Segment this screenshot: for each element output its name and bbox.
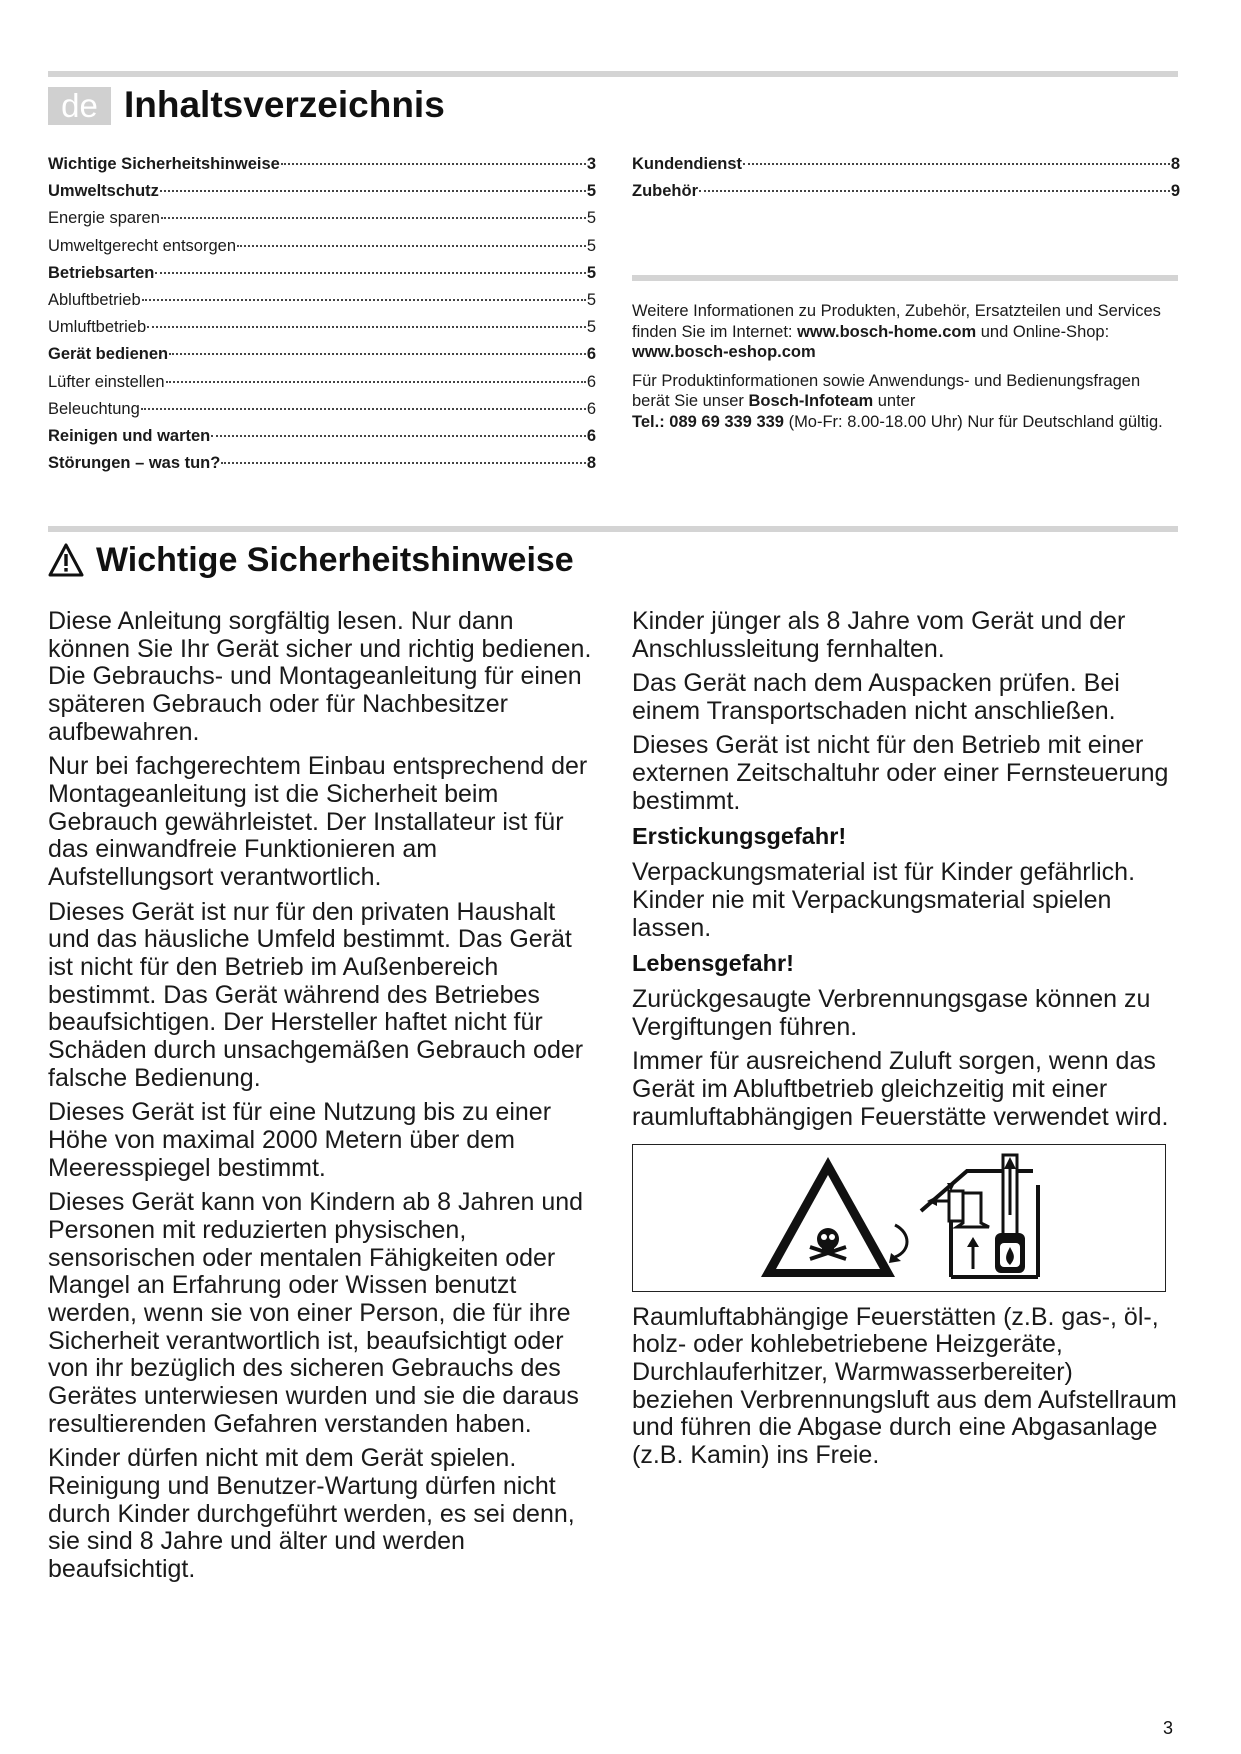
toc-entry[interactable]: Energie sparen 5 <box>48 209 596 228</box>
section-divider <box>48 526 1178 532</box>
toc-entry[interactable]: Störungen – was tun? 8 <box>48 454 596 473</box>
toc-entry[interactable]: Kundendienst 8 <box>632 155 1180 173</box>
toc-entry[interactable]: Lüfter einstellen 6 <box>48 372 596 391</box>
toc-entry[interactable]: Zubehör 9 <box>632 182 1180 201</box>
toc-entry[interactable]: Umweltschutz 5 <box>48 182 596 201</box>
paragraph: Dieses Gerät ist nicht für den Betrieb mit einer externen Zeitschaltuhr oder einer Fernsteuerung bestimmt. <box>632 731 1169 815</box>
paragraph: Diese Anleitung sorgfältig lesen. Nur dann können Sie Ihr Gerät sicher und richtig bedienen. Die Gebrauchs- und Montageanleitung für einen späteren Gebrauch oder für Nachbesitzer aufbewahren. <box>48 607 592 746</box>
info-paragraph-web: Weitere Informationen zu Produkten, Zubehör, Ersatzteilen und Services finden Sie im Internet: www.bosch-home.com und Online-Shop: www.bosch-eshop.com <box>632 302 1161 361</box>
toc-entry[interactable]: Abluftbetrieb 5 <box>48 290 596 309</box>
range-hood-icon <box>927 1183 989 1227</box>
toc-entry[interactable]: Umweltgerecht entsorgen 5 <box>48 236 596 255</box>
paragraph: Das Gerät nach dem Auspacken prüfen. Bei einem Transportschaden nicht anschließen. <box>632 669 1120 725</box>
safety-right-column <box>632 608 1180 1477</box>
toc-entry[interactable]: Reinigen und warten 6 <box>48 426 596 445</box>
safety-left-column <box>48 608 596 1591</box>
toc-title: Inhaltsverzeichnis <box>124 84 445 125</box>
info-block <box>632 301 1180 440</box>
info-divider <box>632 275 1178 281</box>
home-link[interactable]: www.bosch-home.com <box>797 322 977 341</box>
paragraph: Kinder jünger als 8 Jahre vom Gerät und der Anschlussleitung fernhalten. <box>632 607 1126 663</box>
paragraph: Raumluftabhängige Feuerstätten (z.B. gas-, öl-, holz- oder kohlebetriebene Heizgeräte, Durchlauferhitzer, Warmwasserbereiter) beziehen Verbrennungsluft aus dem Aufstellraum und führen die Abgase durch eine Abgasanlage (z.B. Kamin) ins Freie. <box>632 1302 1177 1470</box>
paragraph: Dieses Gerät ist nur für den privaten Haushalt und das häusliche Umfeld bestimmt. Das Gerät ist nicht für den Betrieb im Außenbereich bestimmt. Das Gerät während des Betriebes beaufsichtigen. Der Hersteller haftet nicht für Schäden durch unsachgemäßen Gebrauch oder falsche Bedienung. <box>48 897 584 1092</box>
toc-entry[interactable]: Wichtige Sicherheitshinweise 3 <box>48 155 596 173</box>
paragraph: Dieses Gerät kann von Kindern ab 8 Jahren und Personen mit reduzierten physischen, sensorischen oder mentalen Fähigkeiten oder Mangel an Erfahrung oder Wissen benutzt werden, wenn sie von einer Person, die für ihre Sicherheit verantwortlich ist, beaufsichtigt oder von ihr bezüglich des sicheren Gebrauchs des Gerätes unterwiesen wurden und sie die daraus resultierenden Gefahren verstanden haben. <box>48 1188 584 1438</box>
toc-right-column <box>632 151 1180 205</box>
paragraph: Nur bei fachgerechtem Einbau entsprechend der Montageanleitung ist die Sicherheit beim Gebrauch gewährleistet. Der Installateur ist für das einwandfreie Funktionieren am Aufstellungsort verantwortlich. <box>48 752 588 892</box>
chimney-icon <box>1003 1155 1017 1235</box>
paragraph: Zurückgesaugte Verbrennungsgase können zu Vergiftungen führen. <box>632 985 1151 1041</box>
suffocation-warning-heading: Erstickungsgefahr! <box>632 823 847 850</box>
safety-section-title: Wichtige Sicherheitshinweise <box>48 537 574 583</box>
toc-entry[interactable]: Umluftbetrieb 5 <box>48 318 596 337</box>
poison-warning-icon <box>761 1157 895 1277</box>
top-divider <box>48 71 1178 77</box>
paragraph: Dieses Gerät ist für eine Nutzung bis zu einer Höhe von maximal 2000 Metern über dem Meeresspiegel bestimmt. <box>48 1098 552 1182</box>
page-number: 3 <box>1163 1718 1174 1738</box>
info-paragraph-hotline: Für Produktinformationen sowie Anwendungs- und Bedienungsfragen berät Sie unser Bosch-Infoteam unter Tel.: 089 69 339 339 (Mo-Fr: 8.00-18.00 Uhr) Nur für Deutschland gültig. <box>632 371 1163 431</box>
language-badge: de <box>48 87 111 125</box>
toc-left-column <box>48 151 596 477</box>
paragraph: Verpackungsmaterial ist für Kinder gefährlich. Kinder nie mit Verpackungsmaterial spielen lassen. <box>632 858 1136 942</box>
hotline-number: Tel.: 089 69 339 339 <box>632 412 784 431</box>
fireplace-icon <box>995 1233 1025 1273</box>
eshop-link[interactable]: www.bosch-eshop.com <box>632 343 816 361</box>
toc-entry[interactable]: Betriebsarten 5 <box>48 263 596 282</box>
exhaust-gas-warning-diagram <box>632 1144 1166 1292</box>
warning-triangle-icon <box>48 543 84 577</box>
toc-entry[interactable]: Gerät bedienen 6 <box>48 345 596 364</box>
danger-to-life-heading: Lebensgefahr! <box>632 950 794 977</box>
toc-entry[interactable]: Beleuchtung 6 <box>48 399 596 418</box>
paragraph: Immer für ausreichend Zuluft sorgen, wenn das Gerät im Abluftbetrieb gleichzeitig mit einer raumluftabhängigen Feuerstätte verwendet wird. <box>632 1047 1169 1131</box>
paragraph: Kinder dürfen nicht mit dem Gerät spielen. Reinigung und Benutzer-Wartung dürfen nicht durch Kinder durchgeführt werden, es sei denn, sie sind 8 Jahre und älter und werden beaufsichtigt. <box>48 1444 575 1584</box>
